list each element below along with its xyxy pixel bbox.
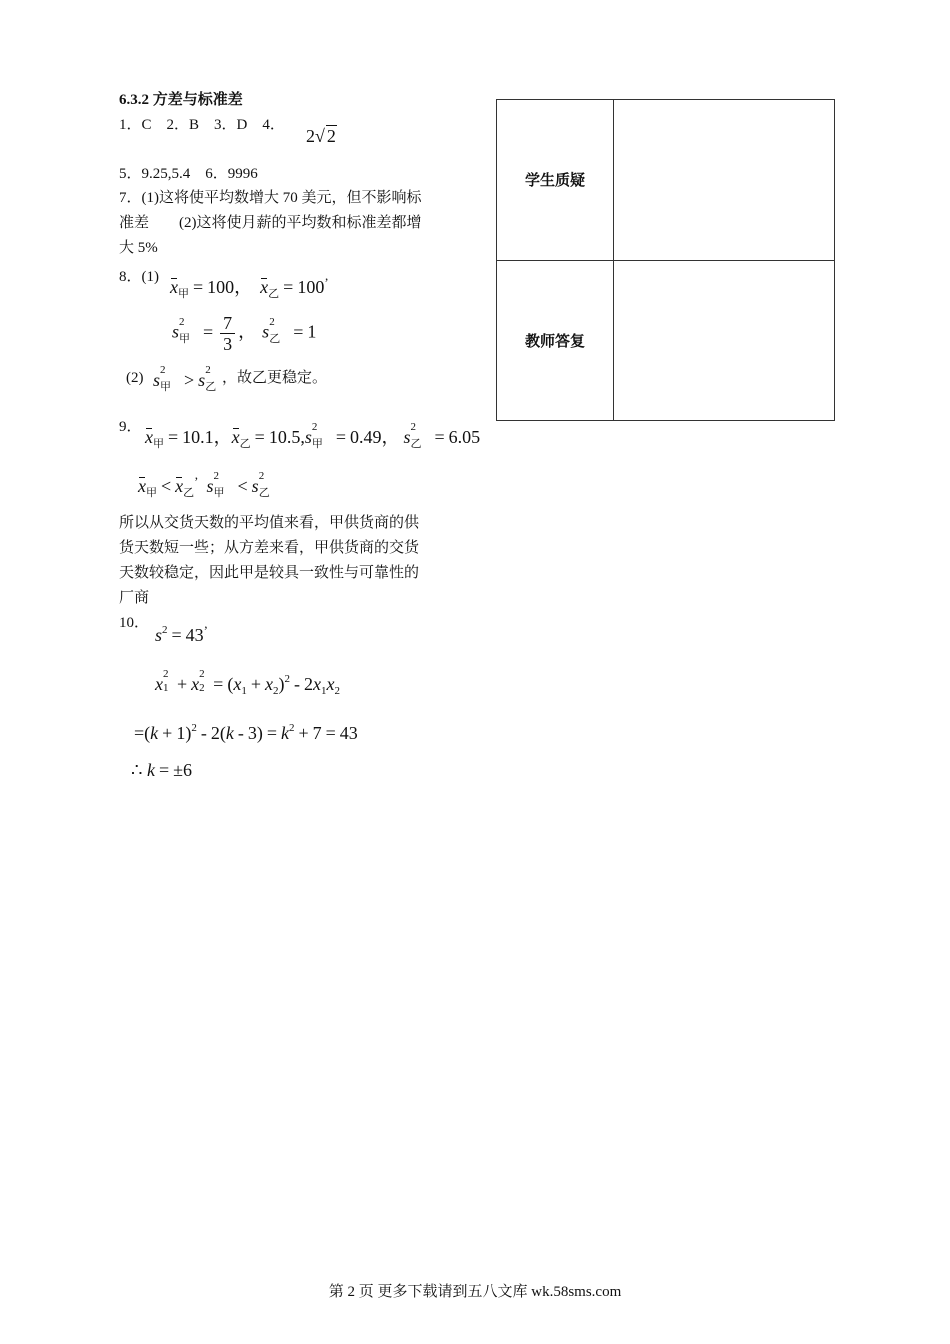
q10-line-4: ∴ k = ±6 (131, 760, 192, 780)
q10-line-1: $s^2 = 43^’$ (155, 623, 209, 645)
q9-text-1: 所以从交货天数的平均值来看，甲供货商的供 (119, 515, 420, 531)
q7-line-1: 7．(1)这将使平均数增大 70 美元，但不影响标 (119, 190, 422, 206)
qa-table (496, 99, 835, 421)
q9-text-4: 厂商 (119, 590, 150, 606)
student-question-label: 学生质疑 (497, 100, 614, 261)
q9-text-2: 货天数短一些；从方差来看，甲供货商的交货 (119, 540, 420, 556)
q8-label: 8．(1) (119, 269, 159, 285)
q9-label: 9． (119, 419, 142, 435)
q10-label: 10． (119, 615, 150, 631)
q10-line-3: $=(k + 1)^2 - 2(k - 3) = k^2 + 7 = 43$ (134, 722, 358, 743)
student-question-cell (614, 100, 835, 261)
teacher-reply-label: 教师答复 (497, 260, 614, 421)
teacher-reply-cell (614, 260, 835, 421)
q7-line-3: 大 5% (119, 240, 158, 256)
q8-part2-label: (2) (126, 370, 144, 386)
page-footer: 第 2 页 更多下载请到五八文库 wk.58sms.com (328, 1284, 622, 1300)
q9-text-3: 天数较稳定，因此甲是较具一致性与可靠性的 (119, 565, 420, 581)
q9-line-1: $x_甲 = 10.1$，$x_乙 = 10.5,s$ 2 甲 = 0.49， s 2 乙 = 6.05 (145, 421, 481, 450)
answer-line-1: 1．C 2．B 3．D 4． (119, 117, 285, 133)
q8-means: $x_甲 = 100$， $x_乙 = 100^’$ (170, 275, 329, 300)
answer-line-5: 5．9.25,5.4 6．9996 (119, 166, 258, 182)
q7-line-2: 准差 (2)这将使月薪的平均数和标准差都增 (119, 215, 422, 231)
answer-4-math: 2√ 2 (306, 126, 336, 146)
section-title: 6.3.2 方差与标准差 (119, 92, 243, 108)
q8-variances: s 2 甲 = $\frac{7}{3}$ ， s 2 乙 = 1 (172, 313, 317, 354)
q9-line-2: $x_甲 < x_乙^’$ s 2 甲 < s 2 乙 (138, 470, 270, 499)
q8-part2-math: s 2 甲 > s 2 乙 (153, 364, 217, 393)
q8-part2-text: ，故乙更稳定。 (222, 370, 328, 386)
q10-line-2: x 2 1 + x 2 2 = $(x_1 + x_2)^2 - 2x_1x_2$ (155, 668, 340, 697)
